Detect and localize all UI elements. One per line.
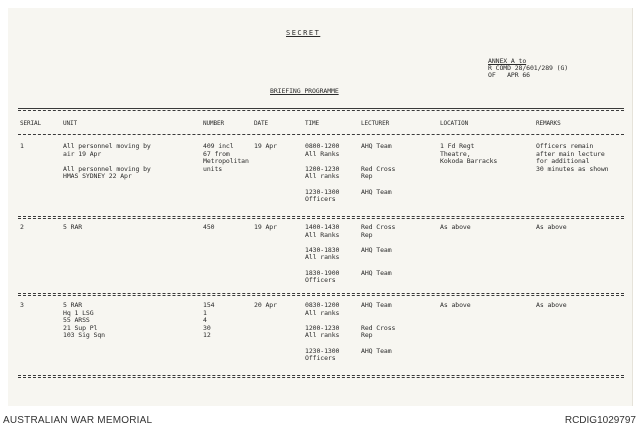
time-cell: All Ranks [305,149,340,158]
column-header: DATE [254,120,269,127]
remarks-cell: As above [536,301,567,309]
time-cell: All ranks [305,308,340,317]
unit-cell: All personnel moving by [63,164,151,173]
date-cell: 20 Apr [254,301,277,309]
date-cell: 19 Apr [254,223,277,231]
column-header: NUMBER [203,120,225,127]
lecturer-cell: AHQ Team [361,301,392,309]
time-cell: 1830-1900 [305,268,340,277]
column-header: REMARKS [536,120,561,127]
number-cell: 4 [203,316,207,325]
time-cell: 1230-1300 [305,346,340,355]
lecturer-cell: Rep [361,172,373,181]
time-cell: All ranks [305,331,340,340]
number-cell: 450 [203,223,215,231]
header-rule [18,134,624,135]
time-cell: 0830-1200 [305,301,340,309]
table-top-rule [18,108,624,109]
unit-cell: 55 ARSS [63,316,90,325]
serial-cell: 3 [20,301,24,309]
number-cell: 12 [203,331,211,340]
time-cell: All Ranks [305,230,340,239]
time-cell: 1230-1300 [305,187,340,196]
time-cell: All ranks [305,172,340,181]
lecturer-cell: Red Cross [361,323,396,332]
unit-cell: All personnel moving by [63,142,151,150]
column-header: LOCATION [440,120,469,127]
number-cell: Metropolitan [203,157,249,166]
unit-cell: 21 Sup Pl [63,323,98,332]
remarks-cell: after main lecture [536,149,605,158]
annex-line: R COMD 28/601/289 (G) [488,64,569,72]
lecturer-cell: Red Cross [361,164,396,173]
time-cell: 1400-1430 [305,223,340,231]
document-page [8,8,633,406]
unit-cell: 103 Sig Sqn [63,331,105,340]
time-cell: Officers [305,354,336,363]
unit-cell: Hq 1 LSG [63,308,94,317]
unit-cell: air 19 Apr [63,149,102,158]
time-cell: All ranks [305,253,340,262]
row-divider [18,216,624,217]
location-cell: Kokoda Barracks [440,157,498,166]
row-divider [18,293,624,294]
unit-cell: HMAS SYDNEY 22 Apr [63,172,132,181]
column-header: UNIT [63,120,78,127]
lecturer-cell: AHQ Team [361,346,392,355]
table-top-rule [18,110,624,111]
date-cell: 19 Apr [254,142,277,150]
number-cell: 409 incl [203,142,234,150]
column-header: TIME [305,120,320,127]
number-cell: 30 [203,323,211,332]
lecturer-cell: AHQ Team [361,245,392,254]
location-cell: Theatre, [440,149,471,158]
location-cell: 1 Fd Regt [440,142,475,150]
table-bottom-rule [18,375,624,376]
remarks-cell: Officers remain [536,142,594,150]
number-cell: 154 [203,301,215,309]
number-cell: units [203,164,223,173]
number-cell: 67 from [203,149,230,158]
annex-line: OF APR 66 [488,71,530,79]
time-cell: 1200-1230 [305,164,340,173]
time-cell: 1200-1230 [305,323,340,332]
unit-cell: 5 RAR [63,301,83,309]
time-cell: Officers [305,195,336,204]
footer-institution: AUSTRALIAN WAR MEMORIAL [3,415,153,426]
lecturer-cell: Rep [361,230,373,239]
table-bottom-rule [18,377,624,378]
document-title: BRIEFING PROGRAMME [270,87,339,95]
lecturer-cell: AHQ Team [361,142,392,150]
classification-heading: SECRET [286,29,321,37]
unit-cell: 5 RAR [63,223,83,231]
location-cell: As above [440,223,471,231]
row-divider [18,218,624,219]
annex-line: ANNEX A to [488,57,527,65]
lecturer-cell: AHQ Team [361,268,392,277]
row-divider [18,295,624,296]
remarks-cell: As above [536,223,567,231]
serial-cell: 1 [20,142,24,150]
column-header: LECTURER [361,120,390,127]
lecturer-cell: Red Cross [361,223,396,231]
remarks-cell: 30 minutes as shown [536,164,609,173]
time-cell: 0800-1200 [305,142,340,150]
footer-identifier: RCDIG1029797 [564,415,636,426]
number-cell: 1 [203,308,207,317]
time-cell: 1430-1830 [305,245,340,254]
time-cell: Officers [305,276,336,285]
lecturer-cell: AHQ Team [361,187,392,196]
column-header: SERIAL [20,120,42,127]
remarks-cell: for additional [536,157,590,166]
serial-cell: 2 [20,223,24,231]
location-cell: As above [440,301,471,309]
lecturer-cell: Rep [361,331,373,340]
